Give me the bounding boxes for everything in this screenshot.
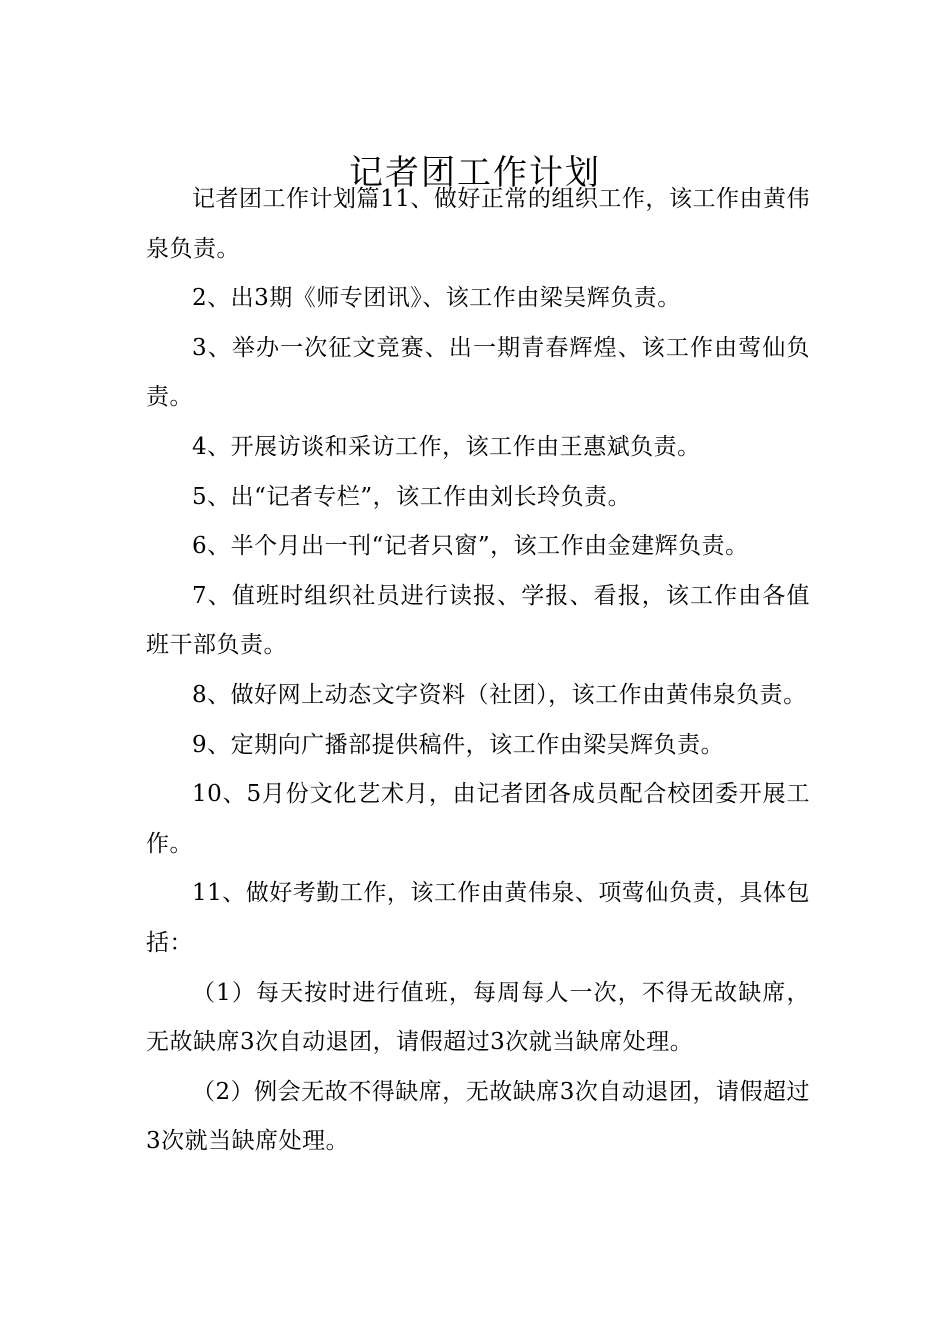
paragraph-12: （1）每天按时进行值班，每周每人一次，不得无故缺席，无故缺席3次自动退团，请假超过3次就当缺席处理。 [146,979,810,1056]
paragraph-5: 5、出“记者专栏”，该工作由刘长玲负责。 [192,483,632,510]
paragraph-8: 8、做好网上动态文字资料（社团），该工作由黄伟泉负责。 [192,681,807,708]
paragraph-13: （2）例会无故不得缺席，无故缺席3次自动退团，请假超过3次就当缺席处理。 [146,1078,810,1155]
document-title: 记者团工作计划 [349,152,601,193]
paragraph-2: 2、出3期《师专团讯》、该工作由梁吴辉负责。 [192,285,681,312]
paragraph-3: 3、举办一次征文竞赛、出一期青春辉煌、该工作由莺仙负责。 [146,334,810,411]
paragraph-4: 4、开展访谈和采访工作，该工作由王惠斌负责。 [192,433,701,460]
paragraph-6: 6、半个月出一刊“记者只窗”，该工作由金建辉负责。 [192,533,749,560]
document-body [146,175,810,1167]
paragraph-10: 10、5月份文化艺术月，由记者团各成员配合校团委开展工作。 [146,781,810,857]
paragraph-7: 7、值班时组织社员进行读报、学报、看报，该工作由各值班干部负责。 [146,582,810,659]
paragraph-1: 记者团工作计划篇11、做好正常的组织工作，该工作由黄伟泉负责。 [146,186,810,262]
paragraph-11: 11、做好考勤工作，该工作由黄伟泉、项莺仙负责，具体包括： [146,880,810,956]
paragraph-9: 9、定期向广播部提供稿件，该工作由梁吴辉负责。 [192,731,725,758]
